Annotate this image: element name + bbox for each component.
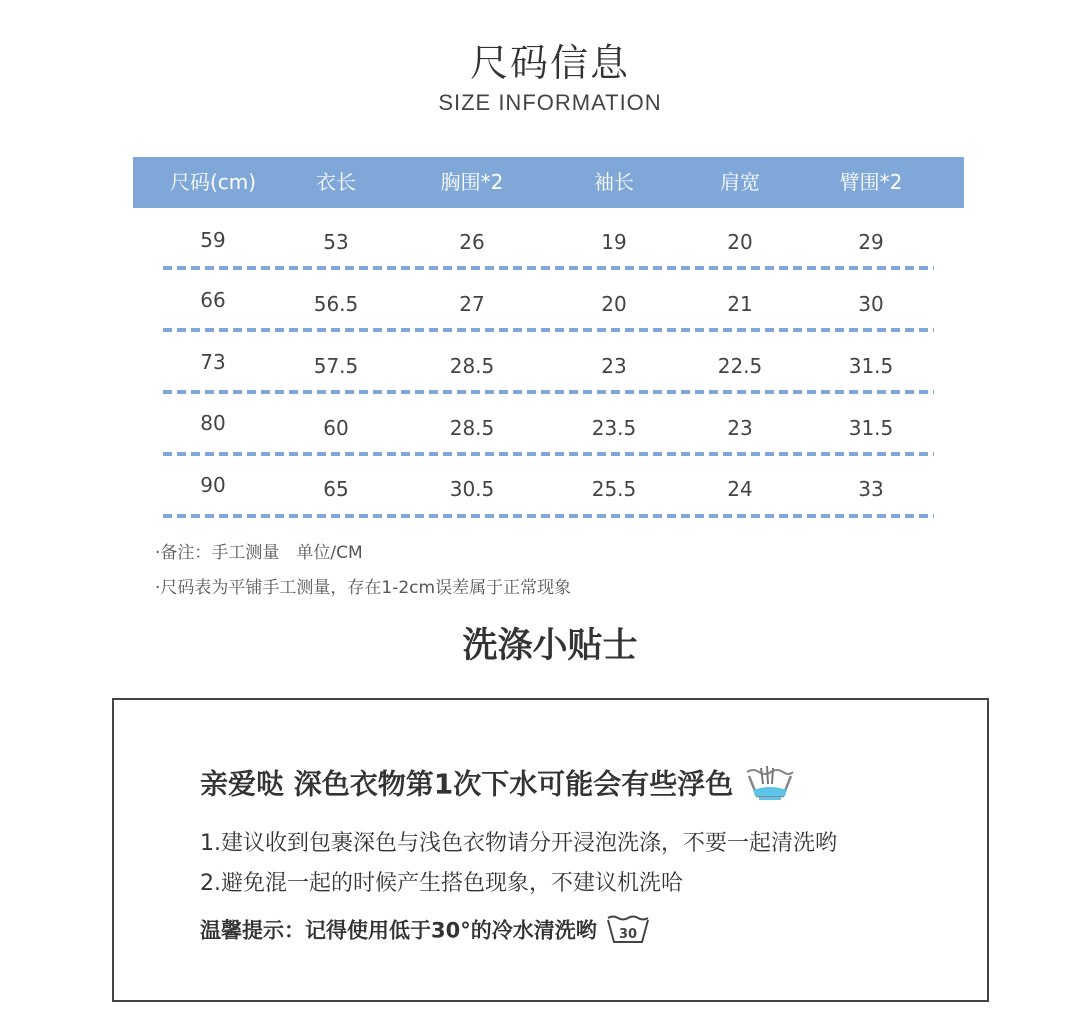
- table-cell: 25.5: [591, 477, 637, 501]
- size-table: [133, 157, 964, 518]
- note-measurement: ·备注：手工测量 单位/CM: [155, 543, 363, 563]
- warm-tip: [200, 912, 652, 951]
- header-chest: 胸围*2: [440, 170, 504, 194]
- table-cell: 26: [459, 230, 485, 254]
- header-size: 尺码(cm): [169, 170, 257, 194]
- header-shoulder: 肩宽: [720, 170, 760, 194]
- wash-headline-text: 亲爱哒 深色衣物第1次下水可能会有些浮色: [200, 767, 734, 801]
- table-cell: 56.5: [313, 292, 359, 316]
- wash-headline: [200, 762, 797, 809]
- header-arm: 臂围*2: [839, 170, 903, 194]
- table-cell: 73: [200, 350, 226, 374]
- table-row: [133, 208, 964, 270]
- table-row: [133, 270, 964, 332]
- table-cell: 33: [858, 477, 884, 501]
- table-cell: 28.5: [449, 416, 495, 440]
- page-title: 尺码信息: [469, 41, 630, 85]
- table-cell: 90: [200, 473, 226, 497]
- table-cell: 30: [858, 292, 884, 316]
- wash-tip-2: 2.避免混一起的时候产生搭色现象，不建议机洗哈: [200, 871, 683, 896]
- row-divider: [163, 514, 934, 518]
- table-cell: 24: [727, 477, 753, 501]
- table-cell: 27: [459, 292, 485, 316]
- table-cell: 20: [727, 230, 753, 254]
- table-cell: 19: [601, 230, 627, 254]
- wash-30-icon-label: 30: [619, 927, 638, 942]
- table-cell: 53: [323, 230, 349, 254]
- table-row: [133, 394, 964, 456]
- table-cell: 20: [601, 292, 627, 316]
- wash-tip-1: 1.建议收到包裹深色与浅色衣物请分开浸泡洗涤，不要一起清洗哟: [200, 831, 837, 856]
- hand-wash-icon: [743, 762, 797, 809]
- table-cell: 60: [323, 416, 349, 440]
- note-tolerance: ·尺码表为平铺手工测量，存在1-2cm误差属于正常现象: [155, 578, 572, 598]
- table-cell: 57.5: [313, 354, 359, 378]
- table-cell: 80: [200, 411, 226, 435]
- table-cell: 59: [200, 228, 226, 252]
- table-cell: 30.5: [449, 477, 495, 501]
- table-cell: 23: [601, 354, 627, 378]
- table-row: [133, 456, 964, 518]
- size-table-header: [133, 157, 964, 208]
- header-sleeve: 袖长: [594, 170, 634, 194]
- header-length: 衣长: [316, 170, 356, 194]
- wash-30-icon: [604, 912, 652, 951]
- table-row: [133, 332, 964, 394]
- page-subtitle: SIZE INFORMATION: [438, 90, 662, 115]
- table-cell: 21: [727, 292, 753, 316]
- wash-tips-box: [112, 698, 989, 1002]
- table-cell: 29: [858, 230, 884, 254]
- table-cell: 23: [727, 416, 753, 440]
- table-cell: 22.5: [717, 354, 763, 378]
- wash-tips-title: 洗涤小贴士: [462, 626, 638, 666]
- table-cell: 23.5: [591, 416, 637, 440]
- table-cell: 31.5: [848, 354, 894, 378]
- warm-tip-text: 温馨提示：记得使用低于30°的冷水清洗哟: [200, 918, 597, 943]
- table-cell: 65: [323, 477, 349, 501]
- table-cell: 66: [200, 288, 226, 312]
- table-cell: 31.5: [848, 416, 894, 440]
- table-cell: 28.5: [449, 354, 495, 378]
